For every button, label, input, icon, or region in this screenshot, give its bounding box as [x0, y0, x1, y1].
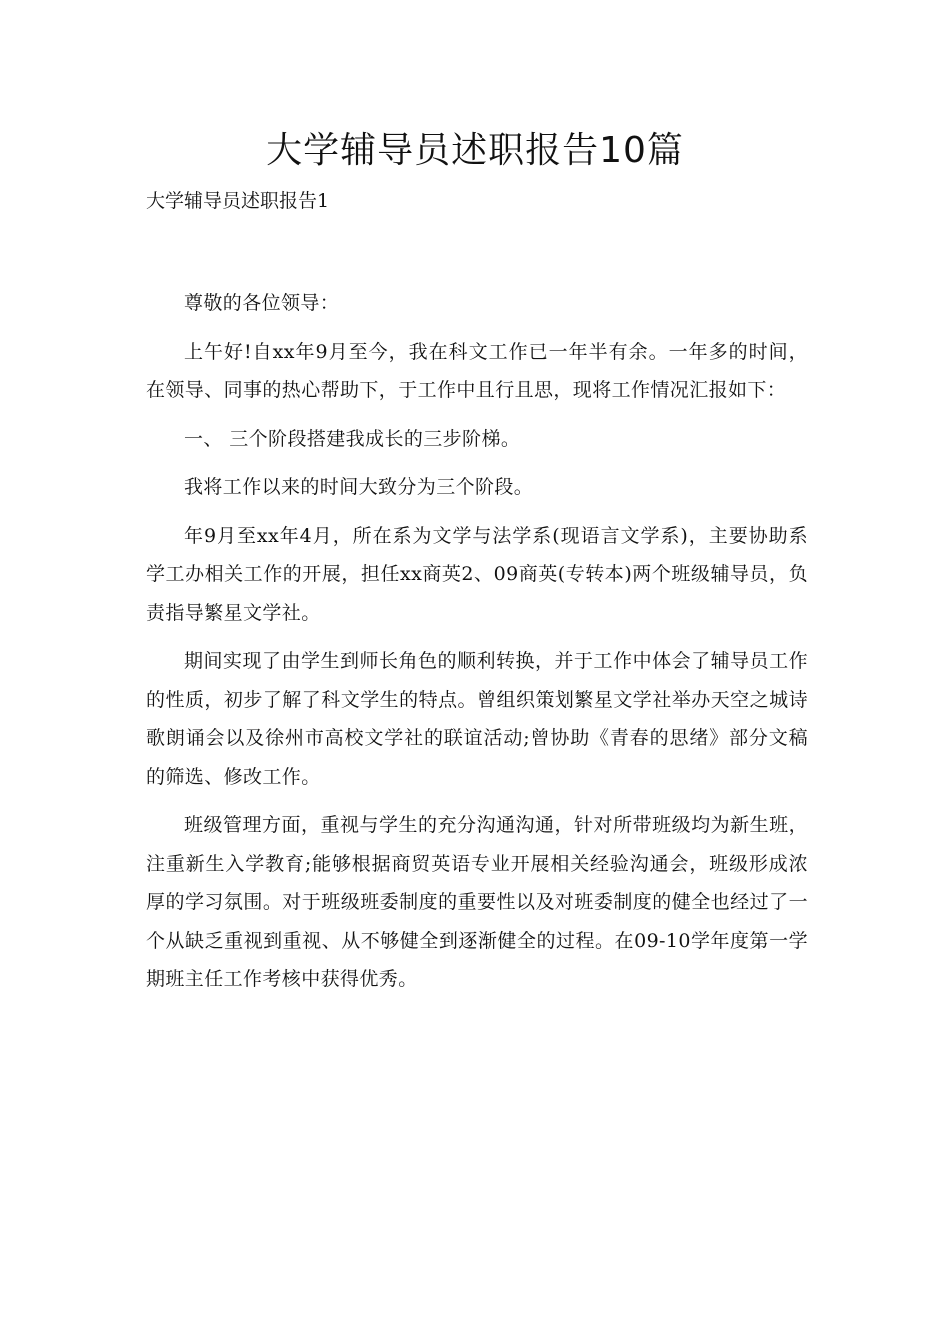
document-subtitle: 大学辅导员述职报告1	[146, 190, 330, 212]
paragraph-stage-one: 年9月至xx年4月，所在系为文学与法学系(现语言文学系)，主要协助系学工办相关工作的开展，担任xx商英2、09商英(专转本)两个班级辅导员，负责指导繁星文学社。	[146, 524, 808, 624]
document-title: 大学辅导员述职报告10篇	[266, 130, 684, 171]
paragraph-intro: 上午好!自xx年9月至今，我在科文工作已一年半有余。一年多的时间，在领导、同事的热心帮助下，于工作中且行且思，现将工作情况汇报如下：	[146, 340, 808, 401]
paragraph-role-transition: 期间实现了由学生到师长角色的顺利转换，并于工作中体会了辅导员工作的性质，初步了解了科文学生的特点。曾组织策划繁星文学社举办天空之城诗歌朗诵会以及徐州市高校文学社的联谊活动;曾协助《青春的思绪》部分文稿的筛选、修改工作。	[146, 650, 808, 788]
paragraph-greeting: 尊敬的各位领导：	[184, 292, 340, 314]
paragraph-section-heading: 一、 三个阶段搭建我成长的三步阶梯。	[184, 427, 521, 450]
paragraph-stages: 我将工作以来的时间大致分为三个阶段。	[184, 476, 534, 498]
document-body	[146, 284, 808, 1009]
paragraph-class-management: 班级管理方面，重视与学生的充分沟通沟通，针对所带班级均为新生班，注重新生入学教育;能够根据商贸英语专业开展相关经验沟通会，班级形成浓厚的学习氛围。对于班级班委制度的重要性以及对班委制度的健全也经过了一个从缺乏重视到重视、从不够健全到逐渐健全的过程。在09-10学年度第一学期班主任工作考核中获得优秀。	[146, 814, 808, 990]
